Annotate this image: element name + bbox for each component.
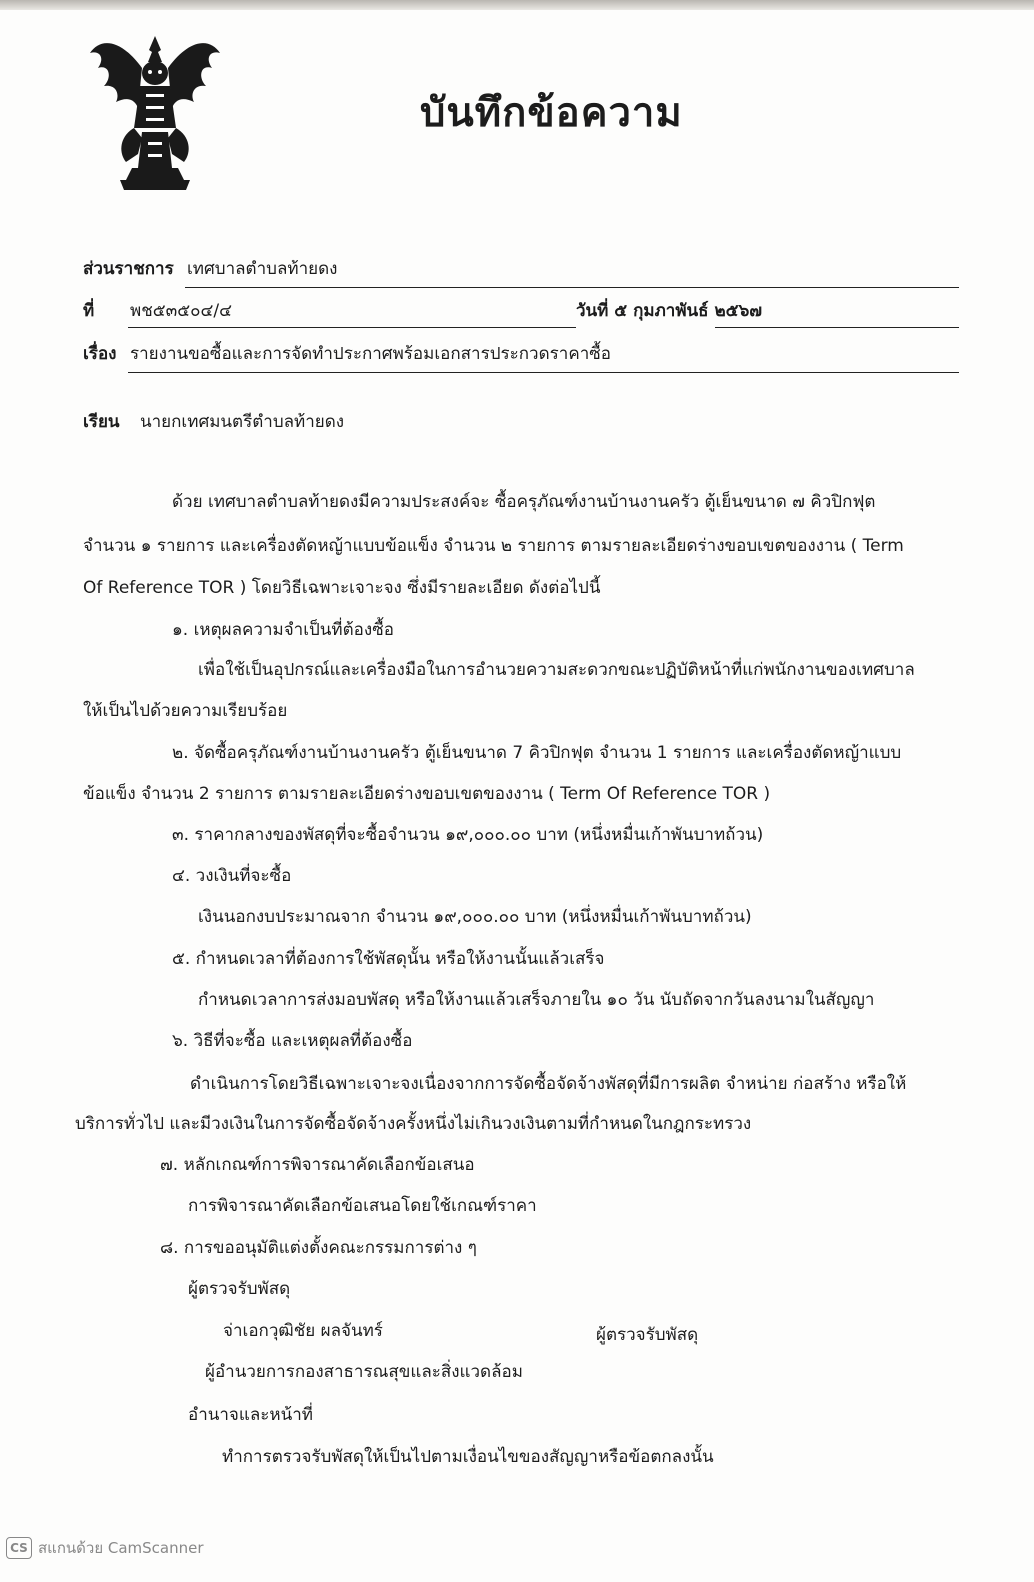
subject-value: รายงานขอซื้อและการจัดทำประกาศพร้อมเอกสารประกวดราคาซื้อ [130, 344, 611, 364]
scan-edge [0, 0, 1034, 10]
subject-label: เรื่อง [83, 344, 117, 364]
garuda-emblem-icon [80, 28, 230, 198]
item6-line-2: บริการทั่วไป และมีวงเงินในการจัดซื้อจัดจ้างครั้งหนึ่งไม่เกินวงเงินตามที่กำหนดในกฎกระทรวง [75, 1114, 752, 1134]
duty-text: ทำการตรวจรับพัสดุให้เป็นไปตามเงื่อนไขของสัญญาหรือข้อตกลงนั้น [222, 1447, 714, 1467]
intro-line-1: ด้วย เทศบาลตำบลท้ายดงมีความประสงค์จะ ซื้อครุภัณฑ์งานบ้านงานครัว ตู้เย็นขนาด ๗ คิวปิกฟุต [172, 492, 876, 512]
item8-heading: ๘. การขออนุมัติแต่งตั้งคณะกรรมการต่าง ๆ [160, 1238, 477, 1258]
date-text: วันที่ ๕ กุมภาพันธ์ ๒๕๖๗ [576, 301, 763, 321]
item5-heading: ๕. กำหนดเวลาที่ต้องการใช้พัสดุนั้น หรือให้งานนั้นแล้วเสร็จ [172, 949, 605, 969]
date-rule [715, 327, 959, 328]
to-label: เรียน [83, 412, 120, 432]
intro-line-3: Of Reference TOR ) โดยวิธีเฉพาะเจาะจง ซึ่งมีรายละเอียด ดังต่อไปนี้ [83, 578, 601, 598]
duty-label: อำนาจและหน้าที่ [188, 1405, 313, 1425]
subject-rule [128, 372, 959, 373]
camscanner-logo-icon: CS [6, 1537, 32, 1559]
item4-heading: ๔. วงเงินที่จะซื้อ [172, 866, 292, 886]
intro-line-2: จำนวน ๑ รายการ และเครื่องตัดหญ้าแบบข้อแข็ง จำนวน ๒ รายการ ตามรายละเอียดร่างขอบเขตของงาน ( Term [83, 536, 904, 556]
inspector-label: ผู้ตรวจรับพัสดุ [188, 1279, 291, 1299]
ref-rule [128, 327, 576, 328]
agency-label: ส่วนราชการ [83, 259, 174, 279]
item6-line-1: ดำเนินการโดยวิธีเฉพาะเจาะจงเนื่องจากการจัดซื้อจัดจ้างพัสดุที่มีการผลิต จำหน่าย ก่อสร้าง หรือให้ [190, 1074, 907, 1094]
to-value: นายกเทศมนตรีตำบลท้ายดง [140, 412, 345, 432]
ref-value: พช๕๓๕๐๔/๔ [130, 301, 232, 321]
inspector-role: ผู้ตรวจรับพัสดุ [596, 1325, 699, 1345]
agency-rule [185, 287, 959, 288]
item1-line-2: ให้เป็นไปด้วยความเรียบร้อย [83, 701, 288, 721]
item6-heading: ๖. วิธีที่จะซื้อ และเหตุผลที่ต้องซื้อ [172, 1031, 413, 1051]
item4-line-1: เงินนอกงบประมาณจาก จำนวน ๑๙,๐๐๐.๐๐ บาท (หนึ่งหมื่นเก้าพันบาทถ้วน) [198, 907, 752, 927]
item1-line-1: เพื่อใช้เป็นอุปกรณ์และเครื่องมือในการอำนวยความสะดวกขณะปฏิบัติหน้าที่แก่พนักงานของเทศบาล [198, 660, 915, 680]
ref-label: ที่ [83, 301, 95, 321]
inspector-position: ผู้อำนวยการกองสาธารณสุขและสิ่งแวดล้อม [205, 1362, 523, 1382]
item3-line: ๓. ราคากลางของพัสดุที่จะซื้อจำนวน ๑๙,๐๐๐.๐๐ บาท (หนึ่งหมื่นเก้าพันบาทถ้วน) [172, 825, 764, 845]
item5-line-1: กำหนดเวลาการส่งมอบพัสดุ หรือให้งานแล้วเสร็จภายใน ๑๐ วัน นับถัดจากวันลงนามในสัญญา [198, 990, 875, 1010]
item2-line-1: ๒. จัดซื้อครุภัณฑ์งานบ้านงานครัว ตู้เย็นขนาด 7 คิวปิกฟุต จำนวน 1 รายการ และเครื่องตัดหญ้าแบบ [172, 743, 902, 763]
item7-heading: ๗. หลักเกณฑ์การพิจารณาคัดเลือกข้อเสนอ [160, 1155, 475, 1175]
item2-line-2: ข้อแข็ง จำนวน 2 รายการ ตามรายละเอียดร่างขอบเขตของงาน ( Term Of Reference TOR ) [83, 784, 771, 804]
document-title: บันทึกข้อความ [420, 90, 683, 136]
item1-heading: ๑. เหตุผลความจำเป็นที่ต้องซื้อ [172, 620, 394, 640]
camscanner-text: สแกนด้วย CamScanner [38, 1539, 204, 1557]
inspector-name: จ่าเอกวุฒิชัย ผลจันทร์ [223, 1321, 383, 1341]
item7-line-1: การพิจารณาคัดเลือกข้อเสนอโดยใช้เกณฑ์ราคา [188, 1196, 537, 1216]
agency-value: เทศบาลตำบลท้ายดง [187, 259, 338, 279]
camscanner-watermark [6, 1536, 204, 1560]
